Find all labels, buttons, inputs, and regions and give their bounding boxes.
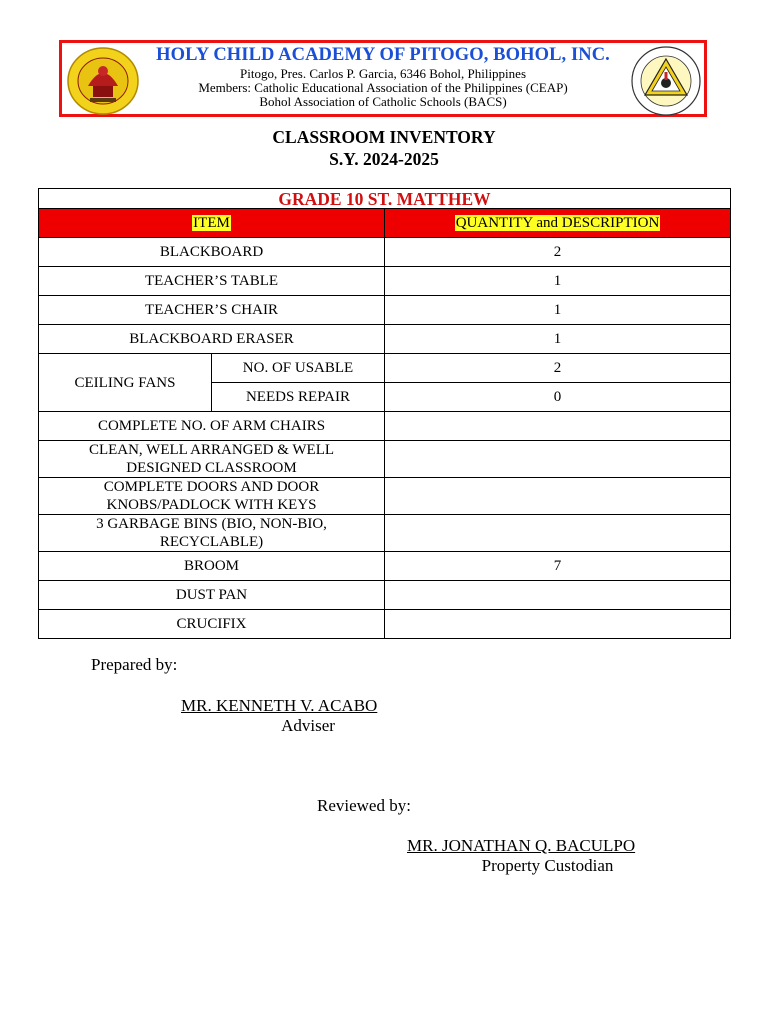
table-row [39, 610, 731, 639]
item-cell: BLACKBOARD ERASER [39, 325, 385, 354]
table-row [39, 412, 731, 441]
item-cell-ceiling-fans: CEILING FANS [39, 354, 212, 412]
table-row [39, 441, 731, 478]
qty-cell: 2 [385, 354, 731, 383]
table-header-row [39, 209, 731, 238]
bacs-seal-right-icon [629, 45, 703, 117]
qty-cell [385, 478, 731, 515]
column-header-item: ITEM [193, 215, 230, 231]
column-header-quantity: QUANTITY and DESCRIPTION [455, 215, 660, 231]
prepared-by-label: Prepared by: [91, 655, 178, 674]
item-line: RECYCLABLE) [159, 534, 264, 550]
item-cell: TEACHER’S CHAIR [39, 296, 385, 325]
sub-item-cell: NO. OF USABLE [212, 354, 385, 383]
table-row [39, 581, 731, 610]
item-line: KNOBS/PADLOCK WITH KEYS [106, 497, 317, 513]
school-address: Pitogo, Pres. Carlos P. Garcia, 6346 Bohol, Philippines [240, 66, 526, 81]
reviewed-by-label: Reviewed by: [317, 796, 411, 815]
table-section-row [39, 189, 731, 209]
item-cell: DUST PAN [39, 581, 385, 610]
qty-cell [385, 515, 731, 552]
membership-ceap: Members: Catholic Educational Association of the Philippines (CEAP) [198, 80, 568, 95]
school-name: HOLY CHILD ACADEMY OF PITOGO, BOHOL, INC. [156, 45, 610, 65]
table-row [39, 354, 731, 383]
sub-item-cell: NEEDS REPAIR [212, 383, 385, 412]
table-row [39, 267, 731, 296]
item-line: COMPLETE DOORS AND DOOR [103, 479, 320, 495]
table-row [39, 238, 731, 267]
membership-bacs: Bohol Association of Catholic Schools (BACS) [259, 94, 507, 109]
letterhead [59, 40, 707, 117]
qty-cell [385, 610, 731, 639]
table-row [39, 515, 731, 552]
inventory-table [38, 188, 731, 639]
qty-cell: 1 [385, 267, 731, 296]
document-title: CLASSROOM INVENTORY [272, 127, 496, 147]
qty-cell: 1 [385, 296, 731, 325]
qty-cell: 7 [385, 552, 731, 581]
item-line: 3 GARBAGE BINS (BIO, NON-BIO, [96, 516, 327, 532]
qty-cell: 0 [385, 383, 731, 412]
adviser-title: Adviser [281, 716, 335, 735]
qty-cell: 1 [385, 325, 731, 354]
table-row [39, 325, 731, 354]
item-cell: COMPLETE NO. OF ARM CHAIRS [39, 412, 385, 441]
item-line: DESIGNED CLASSROOM [126, 460, 297, 476]
header-cell-qty [385, 209, 731, 238]
qty-cell [385, 412, 731, 441]
custodian-name: MR. JONATHAN Q. BACULPO [407, 836, 636, 855]
item-cell: TEACHER’S TABLE [39, 267, 385, 296]
adviser-name: MR. KENNETH V. ACABO [181, 696, 378, 715]
item-cell [39, 441, 385, 478]
item-line: CLEAN, WELL ARRANGED & WELL [88, 442, 335, 458]
table-row [39, 478, 731, 515]
table-row [39, 552, 731, 581]
header-cell-item [39, 209, 385, 238]
item-cell: BLACKBOARD [39, 238, 385, 267]
school-year: S.Y. 2024-2025 [329, 149, 439, 169]
section-title: GRADE 10 ST. MATTHEW [39, 189, 731, 209]
qty-cell: 2 [385, 238, 731, 267]
table-row [39, 296, 731, 325]
item-cell: CRUCIFIX [39, 610, 385, 639]
item-cell [39, 478, 385, 515]
qty-cell [385, 581, 731, 610]
item-cell [39, 515, 385, 552]
qty-cell [385, 441, 731, 478]
custodian-title: Property Custodian [481, 856, 614, 875]
item-cell: BROOM [39, 552, 385, 581]
